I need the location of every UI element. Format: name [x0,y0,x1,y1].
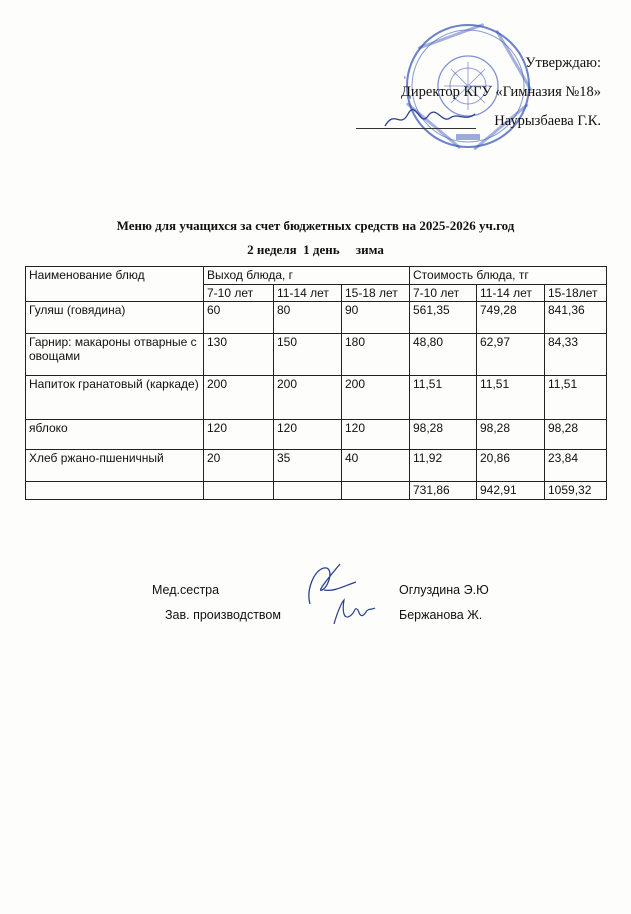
cell-value: 11,51 [410,376,477,420]
cell-value: 561,35 [410,302,477,334]
director-signature [380,104,480,134]
age-header: 15-18 лет [342,285,410,302]
cell-value: 120 [204,420,274,450]
total-value: 942,91 [477,482,545,500]
age-header: 7-10 лет [204,285,274,302]
cell-value: 48,80 [410,334,477,376]
cell-value: 200 [274,376,342,420]
menu-title: Меню для учащихся за счет бюджетных средств на 2025-2026 уч.год [116,218,515,233]
production-signature [328,596,378,628]
header-dish-name: Наименование блюд [26,267,204,302]
age-header: 11-14 лет [477,285,545,302]
header-cost: Стоимость блюда, тг [410,267,607,285]
table-row [26,376,607,420]
cell-value: 120 [274,420,342,450]
cell-value: 130 [204,334,274,376]
cell-value: 180 [342,334,410,376]
totals-row [26,482,607,500]
age-header: 15-18лет [545,285,607,302]
cell-value: 200 [204,376,274,420]
header-yield: Выход блюда, г [204,267,410,285]
director-title: Директор КГУ «Гимназия №18» [401,84,601,100]
cell-value: 60 [204,302,274,334]
cell-value: 98,28 [410,420,477,450]
cell-value: 150 [274,334,342,376]
cell-value: 20 [204,450,274,482]
nurse-label: Мед.сестра [152,583,220,597]
table-row [26,420,607,450]
cell-value: 841,36 [545,302,607,334]
production-name: Бержанова Ж. [399,608,483,622]
cell-value: 749,28 [477,302,545,334]
production-label: Зав. производством [165,608,281,622]
total-value: 1059,32 [545,482,607,500]
table-row [26,302,607,334]
menu-subtitle: 2 неделя 1 день зима [247,242,384,257]
cell-value: 40 [342,450,410,482]
cell-value: 20,86 [477,450,545,482]
menu-table [25,266,607,500]
dish-name: Напиток гранатовый (каркаде) [26,376,204,420]
director-name: Наурызбаева Г.К. [494,113,601,129]
cell-value: 120 [342,420,410,450]
cell-value: 11,92 [410,450,477,482]
age-header: 11-14 лет [274,285,342,302]
dish-name: Хлеб ржано-пшеничный [26,450,204,482]
cell-value: 98,28 [477,420,545,450]
cell-value: 80 [274,302,342,334]
dish-name: Гарнир: макароны отварные с овощами [26,334,204,376]
dish-name: Гуляш (говядина) [26,302,204,334]
total-value: 731,86 [410,482,477,500]
cell-value: 90 [342,302,410,334]
table-row [26,450,607,482]
cell-value: 98,28 [545,420,607,450]
cell-value: 35 [274,450,342,482]
dish-name: яблоко [26,420,204,450]
age-header: 7-10 лет [410,285,477,302]
cell-value: 23,84 [545,450,607,482]
nurse-name: Оглуздина Э.Ю [399,583,489,597]
cell-value: 11,51 [477,376,545,420]
cell-value: 62,97 [477,334,545,376]
cell-value: 84,33 [545,334,607,376]
cell-value: 11,51 [545,376,607,420]
approve-label: Утверждаю: [525,55,601,71]
table-row [26,334,607,376]
cell-value: 200 [342,376,410,420]
